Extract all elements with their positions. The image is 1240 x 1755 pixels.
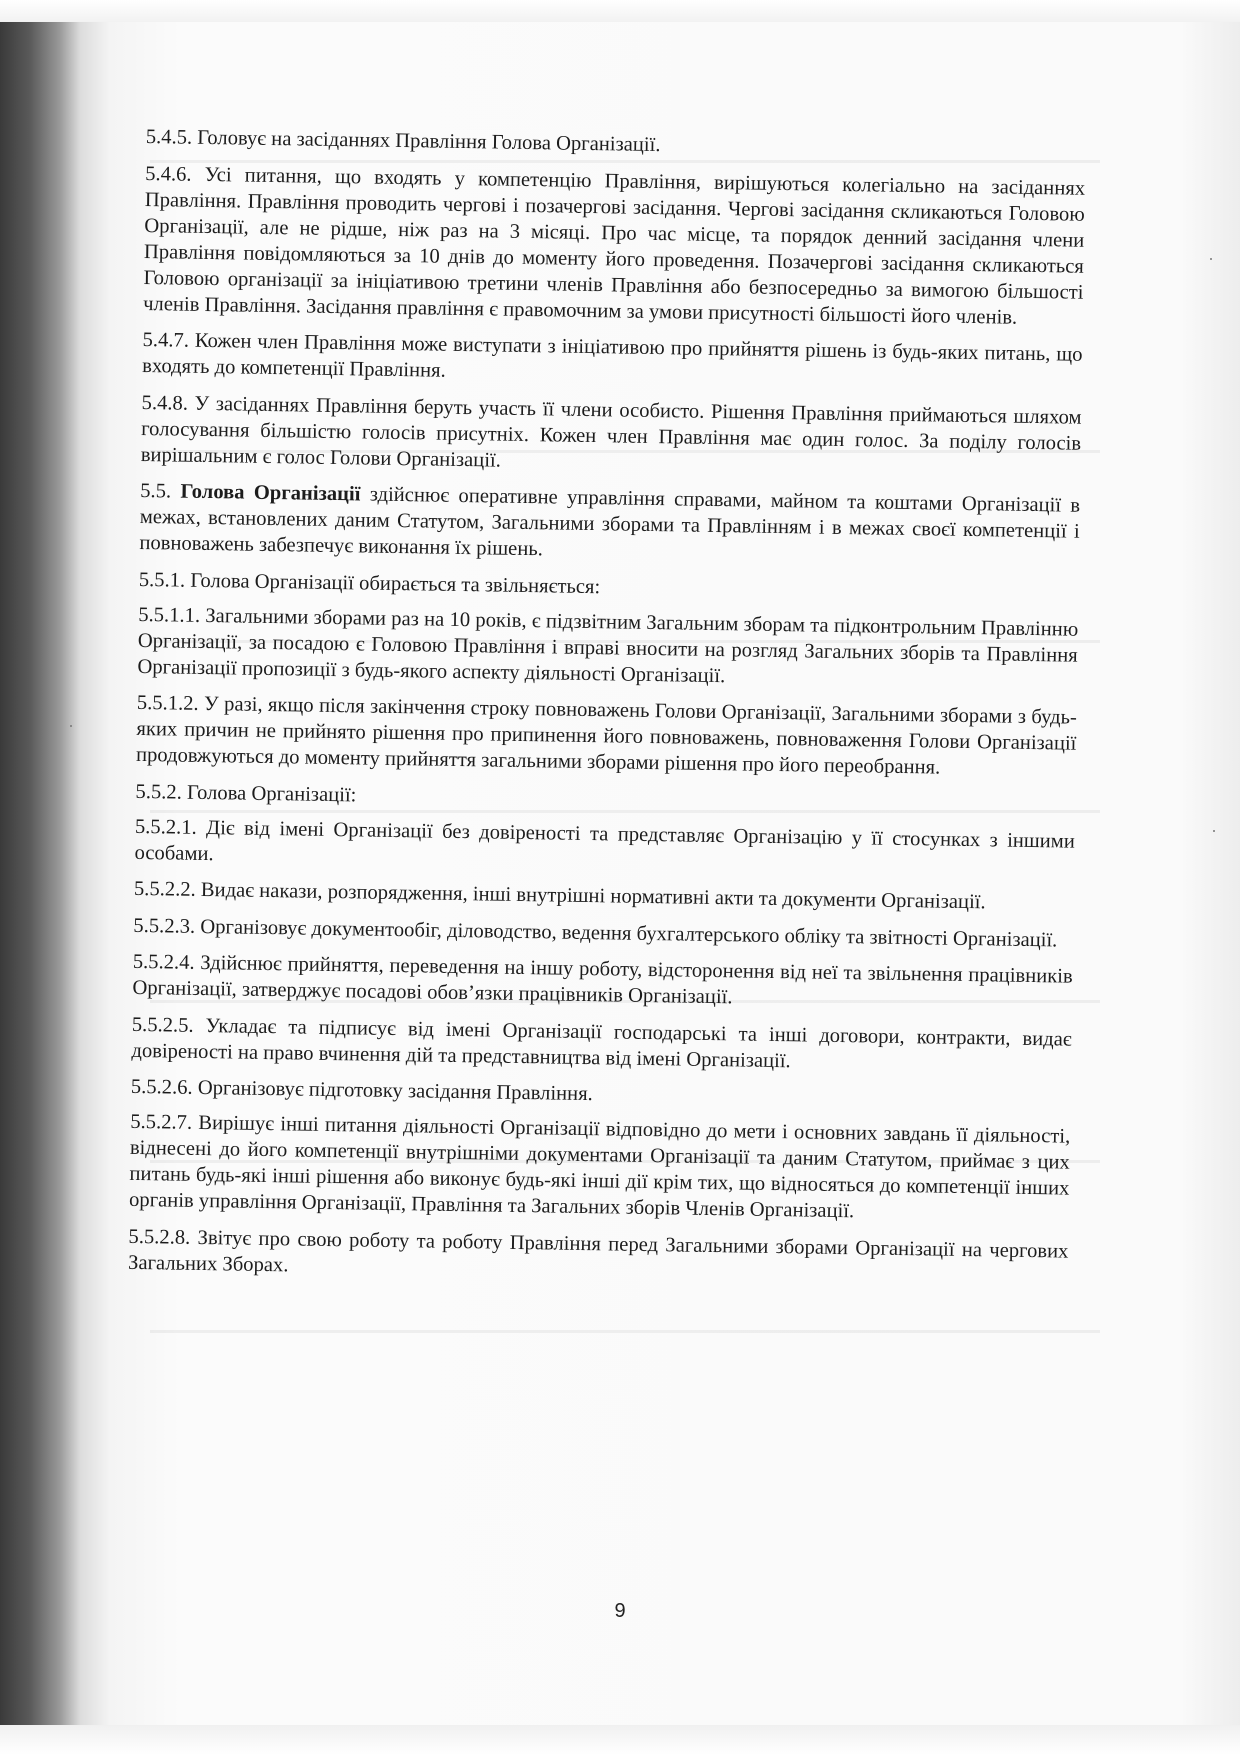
scan-speck xyxy=(1210,258,1212,260)
paragraph-5-5-2-8: 5.5.2.8. Звітує про свою роботу та роботу Правління перед Загальними зборами Організації на чергових Загальних Зборах. xyxy=(127,1225,1069,1276)
paragraph-5-5-2-1: 5.5.2.1. Діє від імені Організації без довіреності та представляє Організацію у її стосунках з іншими особами. xyxy=(134,815,1076,865)
scan-speck xyxy=(1213,830,1215,832)
paragraph-5-5-1-1: 5.5.1.1. Загальними зборами раз на 10 років, є підзвітним Загальним зборам та підконтрольним Правлінню Організації, за посадою є Головою Правління і вправі вносити на розгляд Загальних зборів та Правління Організації пропозиції з будь-якого аспекту діяльності Організації. xyxy=(137,603,1079,687)
paragraph-5-5-term: Голова Організації xyxy=(180,480,361,506)
paragraph-5-5-2: 5.5.2. Голова Організації: xyxy=(135,780,357,806)
paragraph-5-5-2-7: 5.5.2.7. Вирішує інші питання діяльності Організації відповідно до мети і основних завдань її діяльності, віднесені до його компетенції внутрішніми документами Організації та даним Статутом, приймає з цих питань будь-які інші рішення або виконує будь-які інші дії крім тих, що відносяться до компетенції інших органів управління Організації, Правління та Загальних зборів Членів Організації. xyxy=(128,1110,1071,1223)
paragraph-5-5-2-3: 5.5.2.3. Організовує документообіг, діловодство, ведення бухгалтерського обліку та звітності Організації. xyxy=(133,914,1058,951)
paragraph-5-5-2-6: 5.5.2.6. Організовує підготовку засідання Правління. xyxy=(130,1075,593,1106)
bleed-through-line xyxy=(150,1330,1100,1333)
paragraph-5-5-text: здійснює оперативне управління справами, майном та коштами Організації в межах, встановлених даним Статутом, Загальними зборами та Правлінням і в межах своєї компетенції і повноважень забезпечує виконання їх рішень. xyxy=(139,483,1081,561)
scan-top-edge xyxy=(0,0,1240,22)
page-number: 9 xyxy=(614,1600,626,1622)
paragraph-5-4-6: 5.4.6. Усі питання, що входять у компетенцію Правління, вирішуються колегіально на засіданнях Правління. Правління проводить чергові і позачергові засідання. Чергові засідання скликаються Головою Організації, але не рідше, ніж раз на 3 місяці. Про час місце, та порядок денний засідання члени Правління повідомляються за 10 днів до моменту його проведення. Позачергові засідання скликаються Головою організації за ініціативою третини членів Правління або безпосередньо за вимогою більшості членів Правління. Засідання правління є правомочним за умови присутності більшості його членів. xyxy=(143,162,1086,329)
paragraph-5-5-1-2: 5.5.1.2. У разі, якщо після закінчення строку повноважень Голови Організації, Загальними зборами з будь-яких причин не прийнято рішення про припинення його повноважень, повноваження Голови Організації продовжуються до моменту прийняття загальними зборами рішення про його переобрання. xyxy=(135,691,1077,779)
scan-speck xyxy=(70,725,72,727)
paragraph-5-5 xyxy=(139,478,1080,571)
paragraph-5-5-2-4: 5.5.2.4. Здійснює прийняття, переведення на іншу роботу, відсторонення від неї та звільнення працівників Організації, затверджує посадові обов’язки працівників Організації. xyxy=(132,950,1073,1009)
paragraph-5-5-1: 5.5.1. Голова Організації обирається та звільняється: xyxy=(138,568,601,598)
paragraph-5-5-number: 5.5. xyxy=(140,479,181,503)
scan-bottom-edge xyxy=(0,1725,1240,1755)
paragraph-5-5-2-2: 5.5.2.2. Видає накази, розпорядження, інші внутрішні нормативні акти та документи Організації. xyxy=(133,877,986,914)
paragraph-5-4-7: 5.4.7. Кожен член Правління може виступати з ініціативою про прийняття рішень із будь-яких питань, що входять до компетенції Правління. xyxy=(142,328,1083,382)
paragraph-5-4-5: 5.4.5. Головує на засіданнях Правління Голова Організації. xyxy=(145,125,661,157)
paragraph-5-4-8: 5.4.8. У засіданнях Правління беруть участь її члени особисто. Рішення Правління приймаються шляхом голосування більшістю голосів присутніх. Кожен член Правління має один голос. За поділу голосів вирішальним є голос Голови Організації. xyxy=(140,391,1082,472)
document-body xyxy=(128,124,1086,1301)
paragraph-5-5-2-5: 5.5.2.5. Укладає та підписує від імені Організації господарські та інші договори, контракти, видає довіреності на право вчинення дій та представництва від імені Організації. xyxy=(131,1013,1072,1072)
